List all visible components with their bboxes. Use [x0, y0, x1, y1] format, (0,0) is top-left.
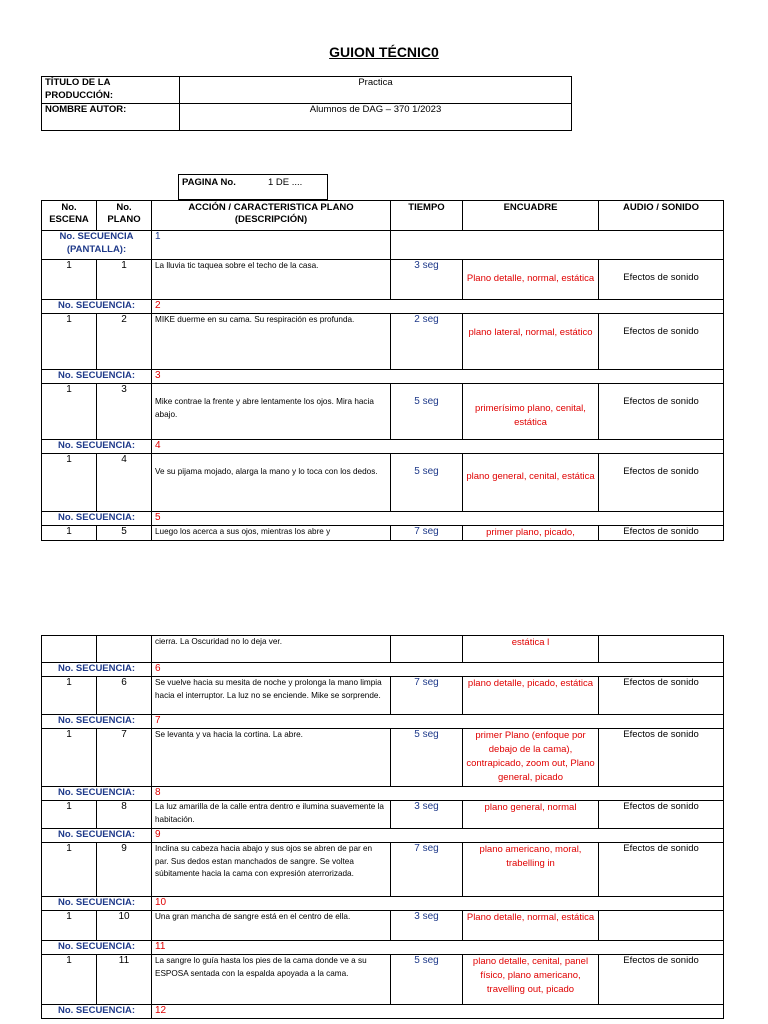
sequence-filler — [391, 829, 724, 843]
sequence-label: No. SECUENCIA: — [42, 370, 152, 384]
page-label: PAGINA No. — [179, 175, 266, 200]
escena-number: 1 — [42, 729, 97, 787]
shot-time: 3 seg — [391, 801, 463, 829]
sequence-number: 5 — [152, 512, 391, 526]
header-escena: No. ESCENA — [42, 201, 97, 231]
action-description: Se levanta y va hacia la cortina. La abre. — [152, 729, 391, 787]
escena-number: 1 — [42, 677, 97, 715]
sequence-number: 2 — [152, 300, 391, 314]
shot-framing: plano americano, moral, trabelling in — [463, 843, 599, 897]
cont-encuadre: estática l — [463, 636, 599, 663]
sequence-filler — [391, 663, 724, 677]
sequence-label: No. SECUENCIA: — [42, 897, 152, 911]
sequence-filler — [391, 941, 724, 955]
action-description: Luego los acerca a sus ojos, mientras los abre y — [152, 526, 391, 541]
plano-number: 10 — [97, 911, 152, 941]
sequence-label: No. SECUENCIA: — [42, 512, 152, 526]
sequence-filler — [391, 897, 724, 911]
header-tiempo: TIEMPO — [391, 201, 463, 231]
sequence-filler — [391, 231, 724, 260]
sequence-number: 12 — [152, 1005, 391, 1019]
shot-row — [42, 911, 724, 941]
shot-audio: Efectos de sonido — [599, 314, 724, 370]
shot-row — [42, 955, 724, 1005]
sequence-row — [42, 715, 724, 729]
plano-number: 1 — [97, 260, 152, 300]
sequence-row — [42, 787, 724, 801]
author-label: NOMBRE AUTOR: — [42, 104, 180, 131]
sequence-label: No. SECUENCIA: — [42, 787, 152, 801]
sequence-label: No. SECUENCIA: — [42, 300, 152, 314]
sequence-filler — [391, 787, 724, 801]
sequence-filler — [391, 440, 724, 454]
plano-number: 6 — [97, 677, 152, 715]
action-description: Se vuelve hacia su mesita de noche y prolonga la mano limpia hacia el interruptor. La luz no se enciende. Mike se sorprende. — [152, 677, 391, 715]
shot-time: 5 seg — [391, 454, 463, 512]
plano-number: 4 — [97, 454, 152, 512]
sequence-row — [42, 897, 724, 911]
header-encuadre: ENCUADRE — [463, 201, 599, 231]
sequence-number: 11 — [152, 941, 391, 955]
sequence-row — [42, 231, 724, 260]
production-title-label: TÍTULO DE LA PRODUCCIÓN: — [42, 77, 180, 104]
shot-audio: Efectos de sonido — [599, 526, 724, 541]
document-title: GUION TÉCNIC0 — [329, 44, 439, 60]
shot-time: 7 seg — [391, 526, 463, 541]
escena-number: 1 — [42, 384, 97, 440]
sequence-label: No. SECUENCIA (PANTALLA): — [42, 231, 152, 260]
sequence-number: 6 — [152, 663, 391, 677]
sequence-filler — [391, 512, 724, 526]
sequence-row — [42, 663, 724, 677]
sequence-label: No. SECUENCIA: — [42, 440, 152, 454]
shot-audio: Efectos de sonido — [599, 955, 724, 1005]
author-value: Alumnos de DAG – 370 1/2023 — [180, 104, 572, 131]
sequence-number: 4 — [152, 440, 391, 454]
shot-row — [42, 454, 724, 512]
plano-number: 9 — [97, 843, 152, 897]
sequence-row — [42, 829, 724, 843]
sequence-filler — [391, 715, 724, 729]
shot-time: 5 seg — [391, 955, 463, 1005]
shot-framing: Plano detalle, normal, estática — [463, 911, 599, 941]
shot-time: 3 seg — [391, 260, 463, 300]
escena-number: 1 — [42, 801, 97, 829]
escena-number: 1 — [42, 260, 97, 300]
shot-framing: primer Plano (enfoque por debajo de la cama), contrapicado, zoom out, Plano general, picado — [463, 729, 599, 787]
shot-row — [42, 384, 724, 440]
page2-rows — [42, 663, 724, 1019]
escena-number: 1 — [42, 843, 97, 897]
cont-audio — [599, 636, 724, 663]
shot-audio: Efectos de sonido — [599, 260, 724, 300]
sequence-number: 3 — [152, 370, 391, 384]
shot-row — [42, 314, 724, 370]
action-description: Inclina su cabeza hacia abajo y sus ojos se abren de par en par. Sus dedos estan manchados de sangre. Se voltea súbitamente hacia la cama con expresión aterrorizada. — [152, 843, 391, 897]
sequence-filler — [391, 1005, 724, 1019]
script-table-page2 — [41, 635, 724, 1019]
cont-accion: cierra. La Oscuridad no lo deja ver. — [152, 636, 391, 663]
sequence-label: No. SECUENCIA: — [42, 941, 152, 955]
sequence-row — [42, 941, 724, 955]
shot-time: 5 seg — [391, 729, 463, 787]
sequence-row — [42, 1005, 724, 1019]
shot-framing: plano detalle, cenital, panel físico, plano americano, travelling out, picado — [463, 955, 599, 1005]
header-accion: ACCIÓN / CARACTERISTICA PLANO (DESCRIPCIÓN) — [152, 201, 391, 231]
sequence-label: No. SECUENCIA: — [42, 663, 152, 677]
escena-number: 1 — [42, 526, 97, 541]
shot-time: 7 seg — [391, 677, 463, 715]
sequence-label: No. SECUENCIA: — [42, 1005, 152, 1019]
shot-framing: plano lateral, normal, estático — [463, 314, 599, 370]
shot-audio: Efectos de sonido — [599, 384, 724, 440]
shot-framing: Plano detalle, normal, estática — [463, 260, 599, 300]
escena-number: 1 — [42, 314, 97, 370]
page1-rows — [42, 231, 724, 541]
shot-row — [42, 801, 724, 829]
shot-row — [42, 729, 724, 787]
sequence-label: No. SECUENCIA: — [42, 715, 152, 729]
header-plano: No. PLANO — [97, 201, 152, 231]
plano-number: 7 — [97, 729, 152, 787]
sequence-number: 10 — [152, 897, 391, 911]
production-info-table — [41, 76, 572, 131]
action-description: La sangre lo guía hasta los pies de la cama donde ve a su ESPOSA sentada con la espalda apoyada a la cama. — [152, 955, 391, 1005]
sequence-number: 8 — [152, 787, 391, 801]
shot-time: 3 seg — [391, 911, 463, 941]
sequence-row — [42, 370, 724, 384]
sequence-filler — [391, 370, 724, 384]
action-description: Una gran mancha de sangre está en el centro de ella. — [152, 911, 391, 941]
shot-row — [42, 526, 724, 541]
page-number-box — [178, 174, 328, 200]
shot-time: 5 seg — [391, 384, 463, 440]
sequence-row — [42, 512, 724, 526]
sequence-number: 7 — [152, 715, 391, 729]
shot-audio: Efectos de sonido — [599, 677, 724, 715]
shot-framing: primerísimo plano, cenital, estática — [463, 384, 599, 440]
action-description: MIKE duerme en su cama. Su respiración es profunda. — [152, 314, 391, 370]
shot-audio: Efectos de sonido — [599, 729, 724, 787]
cont-tiempo — [391, 636, 463, 663]
escena-number: 1 — [42, 454, 97, 512]
shot-framing: plano general, normal — [463, 801, 599, 829]
shot-framing: primer plano, picado, — [463, 526, 599, 541]
script-table-page1 — [41, 200, 724, 541]
shot-row — [42, 843, 724, 897]
shot-row — [42, 677, 724, 715]
cont-plano — [97, 636, 152, 663]
sequence-number: 9 — [152, 829, 391, 843]
action-description: La lluvia tic taquea sobre el techo de la casa. — [152, 260, 391, 300]
page-value: 1 DE .... — [265, 175, 328, 200]
plano-number: 11 — [97, 955, 152, 1005]
header-audio: AUDIO / SONIDO — [599, 201, 724, 231]
plano-number: 8 — [97, 801, 152, 829]
plano-number: 3 — [97, 384, 152, 440]
action-description: Ve su pijama mojado, alarga la mano y lo toca con los dedos. — [152, 454, 391, 512]
shot-framing: plano general, cenital, estática — [463, 454, 599, 512]
cont-escena — [42, 636, 97, 663]
sequence-label: No. SECUENCIA: — [42, 829, 152, 843]
shot-row — [42, 260, 724, 300]
sequence-row — [42, 300, 724, 314]
sequence-row — [42, 440, 724, 454]
plano-number: 2 — [97, 314, 152, 370]
production-title-value: Practica — [180, 77, 572, 104]
shot-audio: Efectos de sonido — [599, 454, 724, 512]
action-description: Mike contrae la frente y abre lentamente los ojos. Mira hacia abajo. — [152, 384, 391, 440]
action-description: La luz amarilla de la calle entra dentro e ilumina suavemente la habitación. — [152, 801, 391, 829]
shot-framing: plano detalle, picado, estática — [463, 677, 599, 715]
escena-number: 1 — [42, 955, 97, 1005]
sequence-number: 1 — [152, 231, 391, 260]
shot-time: 2 seg — [391, 314, 463, 370]
shot-audio — [599, 911, 724, 941]
plano-number: 5 — [97, 526, 152, 541]
shot-audio: Efectos de sonido — [599, 801, 724, 829]
continuation-row — [42, 636, 724, 663]
shot-time: 7 seg — [391, 843, 463, 897]
sequence-filler — [391, 300, 724, 314]
shot-audio: Efectos de sonido — [599, 843, 724, 897]
escena-number: 1 — [42, 911, 97, 941]
